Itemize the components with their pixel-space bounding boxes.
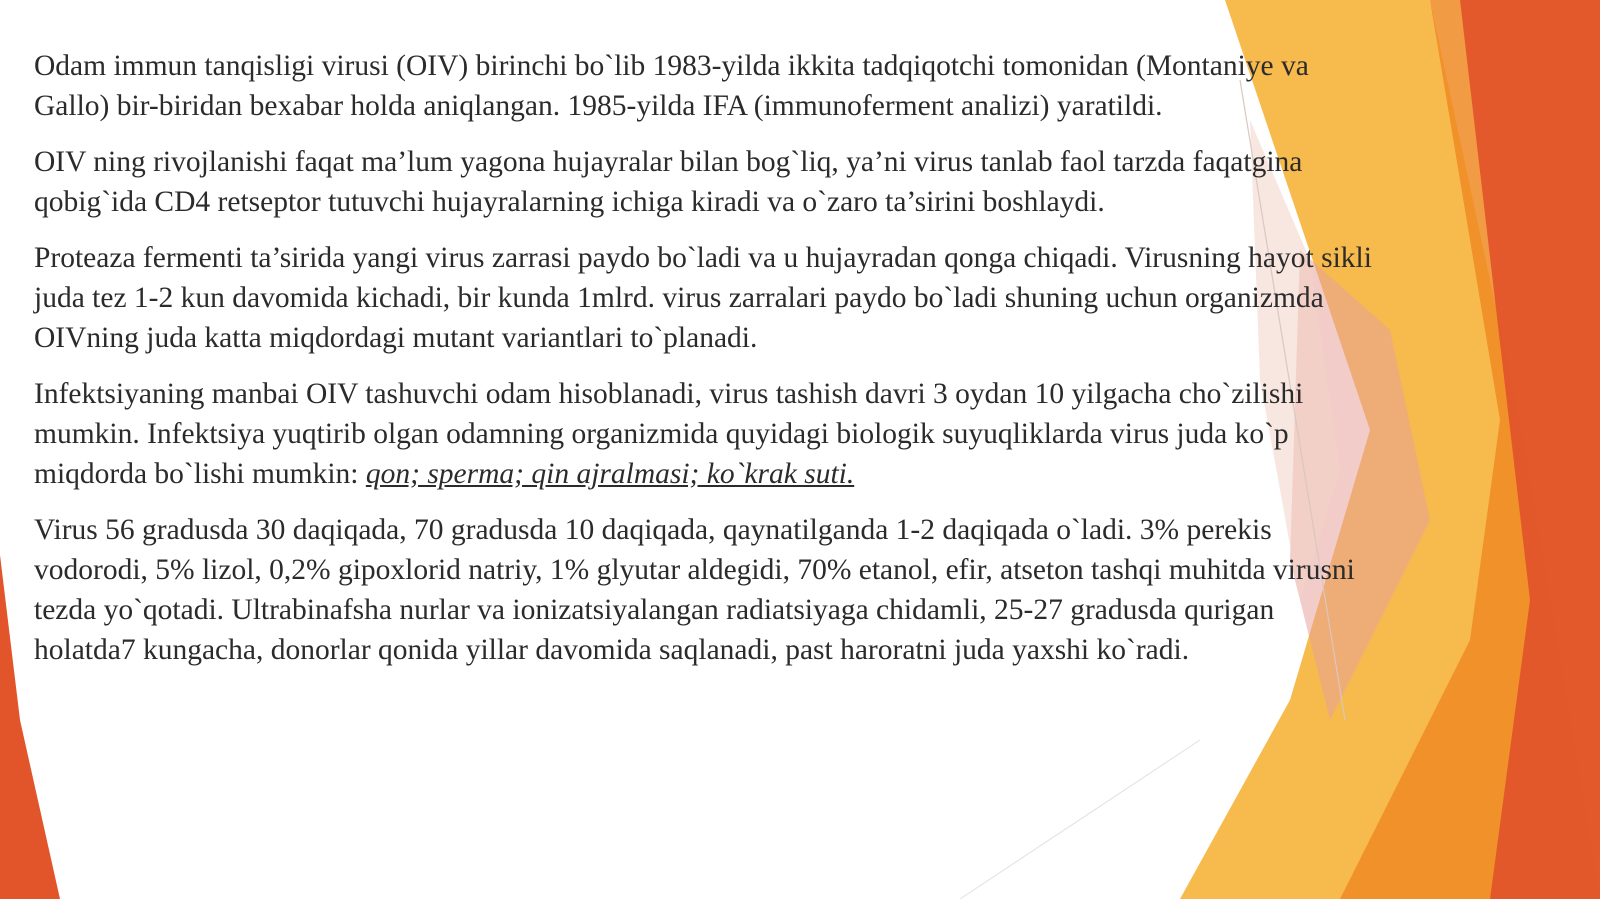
- paragraph-protease: Proteaza fermenti ta’sirida yangi virus zarrasi paydo bo`ladi va u hujayradan qonga chiqadi. Virusning hayot sikli juda tez 1-2 kun davomida kichadi, bir kunda 1mlrd. virus zarralari paydo bo`ladi shuning uchun organizmda OIVning juda katta miqdordagi mutant variantlari to`planadi.: [34, 242, 1372, 354]
- decor-thin-line-bottom: [960, 740, 1200, 899]
- paragraph-oiv-discovery: Odam immun tanqisligi virusi (OIV) birinchi bo`lib 1983-yilda ikkita tadqiqotchi tomonidan (Montaniye va Gallo) bir-biridan bexabar holda aniqlangan. 1985-yilda IFA (immunoferment analizi) yaratildi.: [34, 50, 1309, 122]
- paragraph-infection-source: [34, 374, 1374, 494]
- biological-fluids-list: qon; sperma; qin ajralmasi; ko`krak suti.: [365, 458, 855, 490]
- slide-body: [34, 46, 1374, 686]
- paragraph-virus-resistance: Virus 56 gradusda 30 daqiqada, 70 gradusda 10 daqiqada, qaynatilganda 1-2 daqiqada o`ladi. 3% perekis vodorodi, 5% lizol, 0,2% gipoxlorid natriy, 1% glyutar aldegidi, 70% etanol, efir, atseton tashqi muhitda virusni tezda yo`qotadi. Ultrabinafsha nurlar va ionizatsiyalangan radiatsiyaga chidamli, 25-27 gradusda qurigan holatda7 kungacha, donorlar qonida yillar davomida saqlanadi, past haroratni juda yaxshi ko`radi.: [34, 514, 1355, 666]
- paragraph-oiv-development: OIV ning rivojlanishi faqat ma’lum yagona hujayralar bilan bog`liq, ya’ni virus tanlab faol tarzda faqatgina qobig`ida CD4 retseptor tutuvchi hujayralarning ichiga kiradi va o`zaro ta’sirini boshlaydi.: [34, 146, 1303, 218]
- infection-source-text: Infektsiyaning manbai OIV tashuvchi odam hisoblanadi, virus tashish davri 3 oydan 10 yilgacha cho`zilishi mumkin. Infektsiya yuqtirib olgan odamning organizmida quyidagi biologik suyuqliklarda virus juda ko`p miqdorda bo`lishi mumkin:: [34, 378, 1304, 490]
